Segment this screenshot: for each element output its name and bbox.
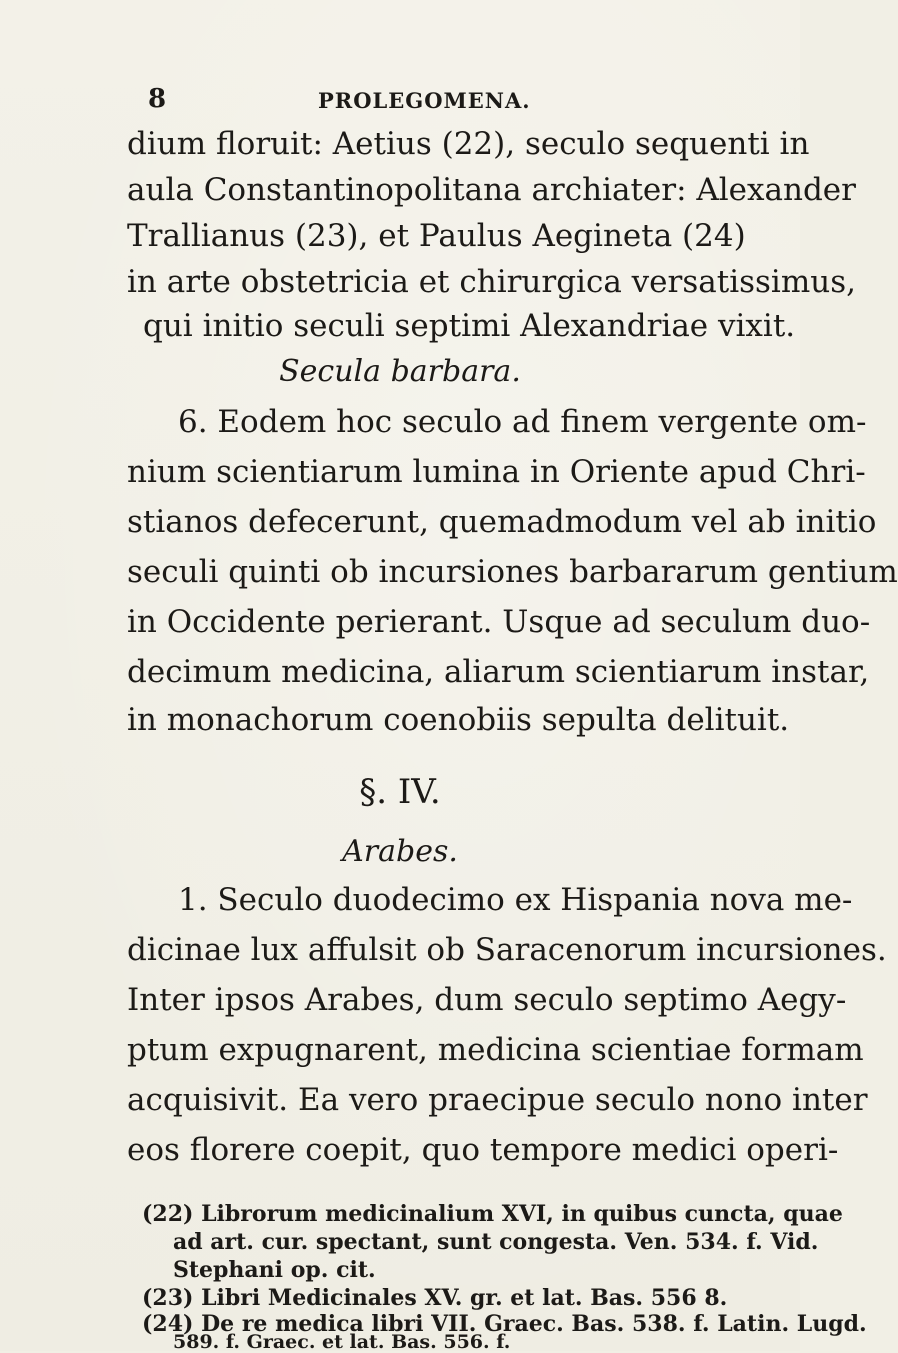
- page-header: [0, 84, 800, 118]
- text-line: Trallianus (23), et Paulus Aegineta (24): [127, 218, 746, 254]
- text-line: nium scientiarum lumina in Oriente apud Chri-: [127, 454, 866, 490]
- footnote-22-cont: Stephani op. cit.: [173, 1257, 376, 1283]
- text-line: dium floruit: Aetius (22), seculo sequenti in: [127, 126, 810, 162]
- footnote-24-cont: 589. f. Graec. et lat. Bas. 556. f.: [173, 1331, 511, 1353]
- footnote-22: (22) Librorum medicinalium XVI, in quibus cuncta, quae: [142, 1201, 843, 1227]
- running-head: PROLEGOMENA.: [318, 88, 531, 113]
- text-line: in arte obstetricia et chirurgica versatissimus,: [127, 264, 856, 300]
- text-line: ptum expugnarent, medicina scientiae formam: [127, 1032, 864, 1068]
- text-line: Inter ipsos Arabes, dum seculo septimo Aegy-: [127, 982, 847, 1018]
- text-line: eos florere coepit, quo tempore medici operi-: [127, 1132, 839, 1168]
- text-line: acquisivit. Ea vero praecipue seculo nono inter: [127, 1082, 868, 1118]
- footnote-23: (23) Libri Medicinales XV. gr. et lat. Bas. 556 8.: [142, 1285, 728, 1311]
- text-line: qui initio seculi septimi Alexandriae vixit.: [143, 308, 796, 344]
- footnote-24: (24) De re medica libri VII. Graec. Bas. 538. f. Latin. Lugd.: [142, 1311, 867, 1337]
- subheading-secula-barbara: Secula barbara.: [279, 354, 521, 389]
- text-line: in monachorum coenobiis sepulta delituit.: [127, 702, 790, 738]
- text-line: decimum medicina, aliarum scientiarum instar,: [127, 654, 870, 690]
- subheading-arabes: Arabes.: [342, 834, 458, 869]
- text-line: 6. Eodem hoc seculo ad finem vergente om-: [178, 404, 867, 440]
- footnote-22-cont: ad art. cur. spectant, sunt congesta. Ven. 534. f. Vid.: [173, 1229, 819, 1255]
- text-line: stianos defecerunt, quemadmodum vel ab initio: [127, 504, 877, 540]
- page-number: 8: [148, 84, 167, 114]
- text-line: aula Constantinopolitana archiater: Alexander: [127, 172, 856, 208]
- text-line: seculi quinti ob incursiones barbararum gentium: [127, 554, 898, 590]
- text-line: dicinae lux affulsit ob Saracenorum incursiones.: [127, 932, 887, 968]
- text-line: in Occidente perierant. Usque ad seculum duo-: [127, 604, 871, 640]
- section-number: §. IV.: [359, 772, 441, 812]
- text-line: 1. Seculo duodecimo ex Hispania nova me-: [178, 882, 853, 918]
